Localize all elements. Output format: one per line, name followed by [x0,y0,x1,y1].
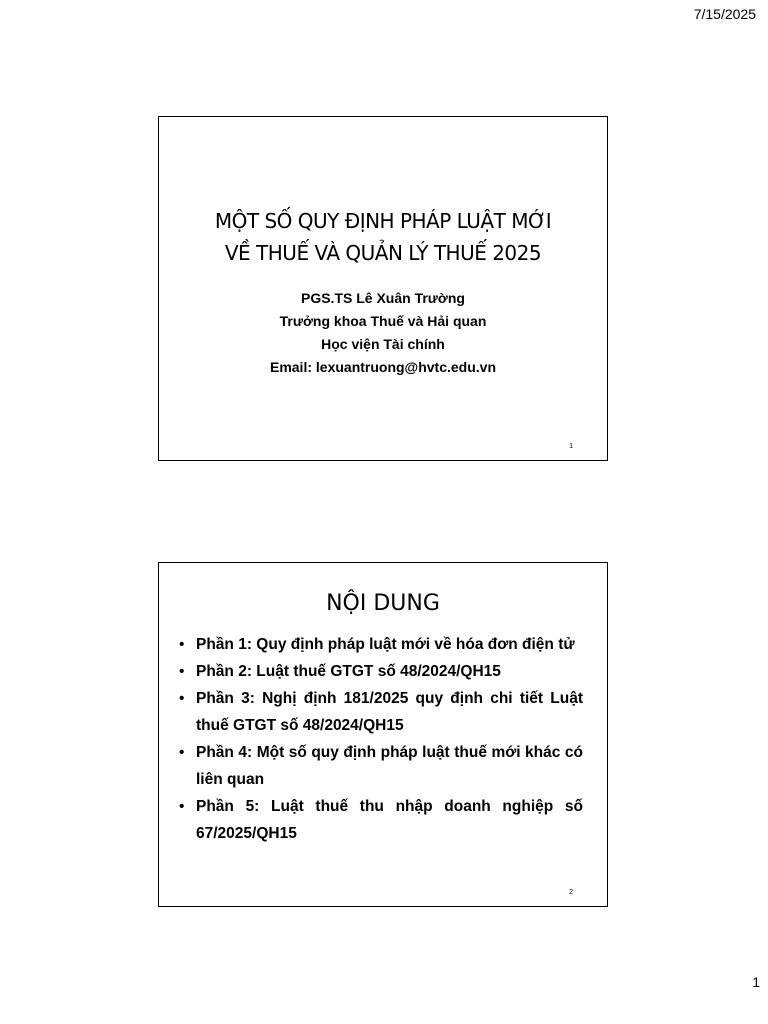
bullet-icon: • [179,663,185,680]
slide-1-thumbnail [158,116,608,461]
print-date: 7/15/2025 [693,6,756,22]
list-item [177,793,583,847]
slide-1-title-line-2: VỀ THUẾ VÀ QUẢN LÝ THUẾ 2025 [224,241,542,265]
bullet-icon: • [179,798,185,815]
slide-2-thumbnail [158,562,608,907]
slide-2-bullet-list [177,631,583,847]
bullet-icon: • [179,636,185,653]
list-item [177,685,583,739]
list-item-text: Phần 1: Quy định pháp luật mới về hóa đơn điện tử [196,636,575,653]
slide-2-title: NỘI DUNG [326,591,440,616]
page-number: 1 [752,974,760,990]
slide-1-number: 1 [569,443,573,450]
author-institution: Học viện Tài chính [321,336,445,352]
list-item-text: Phần 4: Một số quy định pháp luật thuế mới khác có liên quan [196,744,583,788]
list-item [177,739,583,793]
bullet-icon: • [179,690,185,707]
slide-1-title [159,205,607,269]
list-item-text: Phần 3: Nghị định 181/2025 quy định chi tiết Luật thuế GTGT số 48/2024/QH15 [196,690,583,734]
author-name: PGS.TS Lê Xuân Trường [300,290,465,306]
author-position: Trưởng khoa Thuế và Hải quan [279,313,487,329]
slide-2-number: 2 [569,889,573,896]
list-item-text: Phần 2: Luật thuế GTGT số 48/2024/QH15 [196,663,501,680]
list-item-text: Phần 5: Luật thuế thu nhập doanh nghiệp số 67/2025/QH15 [196,798,583,842]
slide-1-title-line-1: MỘT SỐ QUY ĐỊNH PHÁP LUẬT MỚI [214,209,552,233]
slide-1-author-info [159,287,607,379]
author-email: Email: lexuantruong@hvtc.edu.vn [269,359,497,375]
bullet-icon: • [179,744,185,761]
list-item [177,658,583,685]
list-item [177,631,583,658]
